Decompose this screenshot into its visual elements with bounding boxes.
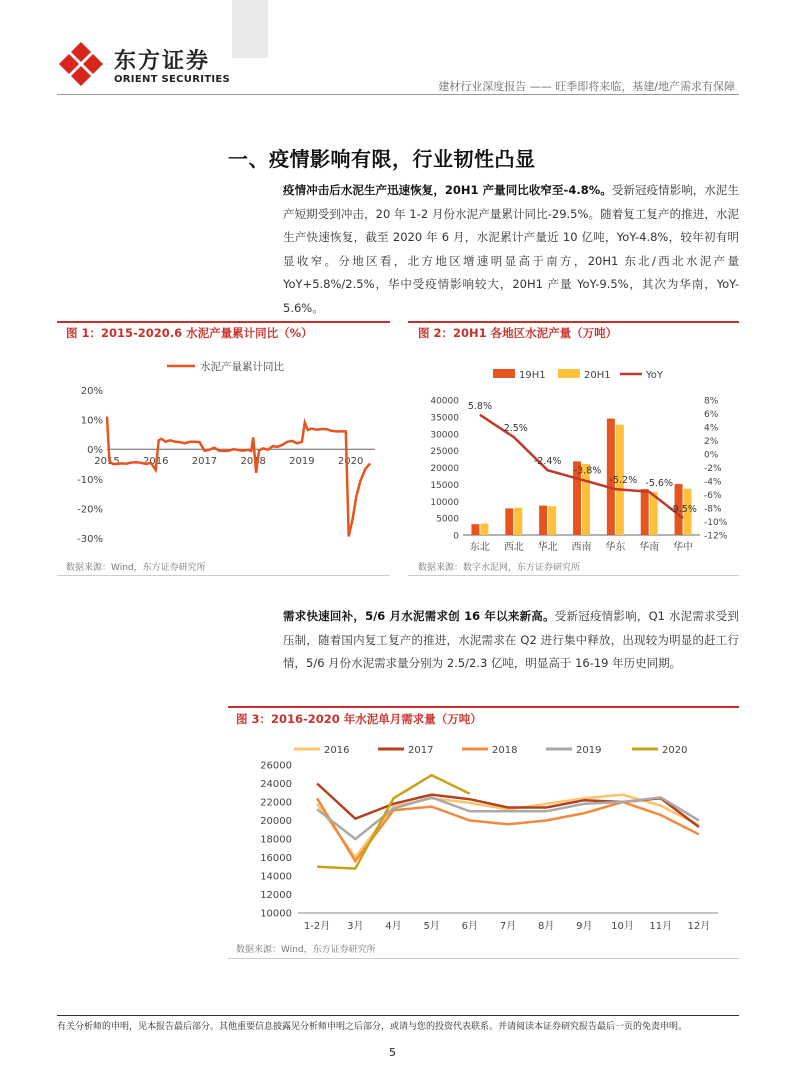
fig3-x-tick: 4月: [385, 921, 402, 932]
fig3-top-rule: [228, 706, 739, 708]
fig1-source: 数据来源：Wind，东方证券研究所: [66, 563, 206, 573]
fig2-category-label: 华东: [605, 542, 626, 553]
fig3-x-tick: 9月: [576, 921, 593, 932]
fig2-right-tick: -10%: [704, 518, 728, 528]
fig1-y-tick: 20%: [80, 386, 103, 397]
fig3-x-tick: 10月: [611, 921, 634, 932]
fig2-left-tick: 35000: [430, 413, 459, 424]
header-grey-block: [232, 0, 268, 58]
fig1-y-tick: -10%: [77, 474, 103, 486]
fig3-y-tick: 16000: [260, 853, 292, 864]
fig2-right-tick: 4%: [704, 423, 719, 434]
footer-divider: [57, 1015, 739, 1016]
fig3-chart: [228, 735, 739, 940]
fig2-right-tick: 2%: [704, 437, 719, 447]
fig2-bottom-rule: [408, 575, 739, 576]
fig3-y-tick: 24000: [260, 779, 292, 790]
fig1-y-tick: 10%: [80, 415, 103, 427]
fig2-left-tick: 30000: [430, 430, 459, 441]
fig1-top-rule: [57, 321, 390, 323]
fig1-title: 图 1：2015-2020.6 水泥产量累计同比（%）: [66, 326, 313, 340]
fig2-right-tick: -6%: [704, 491, 722, 501]
paragraph-body: 受新冠疫情影响，Q1 水泥需求受到压制，随着国内复工复产的推进，水泥需求在 Q2 进行集中释放，出现较为明显的赶工行情，5/6 月份水泥需求量分别为 2.5/2.3 亿吨，明显高于 16-19 年历史同期。: [283, 609, 739, 670]
fig2-bar-19H1: [471, 524, 479, 535]
fig3-x-tick: 8月: [537, 921, 555, 932]
fig2-right-tick: 8%: [704, 396, 719, 407]
fig3-y-tick: 20000: [260, 816, 292, 827]
fig1-legend-label: 水泥产量累计同比: [200, 361, 284, 373]
fig2-category-label: 西南: [571, 542, 592, 553]
fig2-legend-label: 19H1: [519, 370, 546, 381]
fig2-top-rule: [408, 321, 739, 323]
fig2-bar-19H1: [539, 506, 547, 535]
fig2-yoy-label: 2.5%: [503, 423, 528, 435]
fig2-category-label: 东北: [469, 542, 490, 553]
fig2-yoy-label: -3.8%: [573, 465, 602, 477]
fig2-legend-label: YoY: [646, 370, 664, 381]
fig1-y-tick: 0%: [87, 445, 103, 457]
fig2-legend-swatch: [493, 369, 515, 378]
fig3-y-tick: 26000: [260, 760, 292, 772]
brand-name-cn: 东方证券: [114, 49, 211, 74]
paragraph-demand: [283, 605, 739, 676]
footer-disclaimer: 有关分析师的申明，见本报告最后部分。其他重要信息披露见分析师申明之后部分，或请与您的投资代表联系。并请阅读本证券研究报告最后一页的免责申明。: [57, 1022, 688, 1032]
fig3-series-2017: [317, 784, 699, 828]
fig3-x-tick: 6月: [461, 921, 479, 932]
fig3-x-tick: 11月: [649, 921, 673, 932]
fig2-bar-19H1: [641, 489, 649, 535]
fig2-bar-20H1: [548, 506, 556, 535]
fig1-y-tick: -20%: [77, 504, 103, 516]
fig3-x-tick: 7月: [499, 921, 517, 932]
fig3-y-tick: 22000: [260, 797, 292, 809]
fig2-right-tick: -8%: [704, 504, 722, 515]
fig2-category-label: 西北: [503, 542, 524, 553]
fig2-legend-swatch: [558, 369, 580, 378]
header-divider: [57, 94, 739, 95]
fig1-chart: [57, 348, 390, 558]
fig2-yoy-label: 5.8%: [467, 400, 492, 412]
fig1-legend: [167, 360, 284, 373]
fig2-left-tick: 25000: [430, 447, 459, 458]
fig3-series-2020: [317, 775, 470, 868]
fig2-yoy-label: -9.5%: [669, 504, 697, 516]
paragraph-body: 受新冠疫情影响，水泥生产短期受到冲击，20 年 1-2 月份水泥产量累计同比-29.5%。随着复工复产的推进，水泥生产快速恢复，截至 2020 年 6 月，水泥累计产量近 10 亿吨，YoY-4.8%，较年初有明显收窄。分地区看，北方地区增速明显高于南方，20H1 东北/西北水泥产量 YoY+5.8%/2.5%，华中受疫情影响较大，20H1 产量 YoY-9.5%，其次为华南，YoY-5.6%。: [283, 183, 739, 315]
fig3-source: 数据来源：Wind，东方证券研究所: [236, 945, 376, 955]
fig1-y-tick: -30%: [77, 534, 103, 545]
fig3-legend-label: 2020: [662, 745, 688, 756]
fig3-legend-label: 2017: [408, 745, 434, 756]
fig3-bottom-rule: [228, 958, 739, 959]
fig2-legend-label: 20H1: [584, 370, 611, 381]
fig1-x-tick: 2018: [240, 456, 266, 468]
fig3-x-tick: 12月: [687, 921, 711, 932]
fig2-right-tick: 6%: [704, 410, 719, 420]
fig2-category-label: 华南: [639, 542, 660, 553]
fig1-bottom-rule: [57, 575, 390, 576]
fig2-bar-20H1: [514, 508, 522, 535]
fig2-yoy-label: -5.6%: [645, 477, 674, 489]
fig2-category-label: 华中: [673, 542, 694, 553]
fig3-y-tick: 10000: [260, 908, 292, 920]
fig1-x-tick: 2017: [191, 456, 218, 468]
fig3-y-tick: 12000: [260, 890, 292, 901]
fig3-legend-label: 2016: [324, 745, 350, 756]
fig2-bar-20H1: [480, 524, 488, 535]
fig2-source: 数据来源：数字水泥网，东方证券研究所: [418, 563, 581, 573]
fig2-bar-19H1: [505, 508, 513, 535]
fig3-series-2016: [317, 795, 699, 858]
company-logo-icon: [57, 40, 105, 88]
section-heading: 一、疫情影响有限，行业韧性凸显: [228, 147, 536, 171]
fig2-left-tick: 15000: [430, 480, 459, 491]
brand-name-en: ORIENT SECURITIES: [114, 74, 231, 85]
fig3-title: 图 3：2016-2020 年水泥单月需求量（万吨）: [236, 712, 482, 726]
fig3-y-tick: 18000: [260, 834, 292, 846]
fig3-y-tick: 14000: [260, 871, 292, 883]
fig3-x-tick: 3月: [347, 921, 364, 932]
fig2-yoy-label: -2.4%: [533, 456, 562, 468]
paragraph-lead: 疫情冲击后水泥生产迅速恢复，20H1 产量同比收窄至-4.8%。: [283, 183, 612, 197]
fig2-right-tick: -4%: [704, 477, 722, 488]
fig2-left-tick: 20000: [430, 464, 459, 474]
fig2-title: 图 2：20H1 各地区水泥产量（万吨）: [418, 326, 618, 340]
fig2-yoy-label: -5.2%: [609, 475, 638, 487]
report-title-line: 建材行业深度报告 —— 旺季即将来临，基建/地产需求有保障: [438, 80, 735, 93]
fig3-legend-label: 2018: [492, 745, 518, 756]
fig2-right-tick: -12%: [704, 531, 728, 542]
fig1-x-tick: 2016: [143, 456, 169, 468]
fig2-category-label: 华北: [537, 542, 558, 553]
fig3-legend-label: 2019: [576, 745, 602, 756]
paragraph-lead: 需求快速回补，5/6 月水泥需求创 16 年以来新高。: [283, 609, 555, 623]
fig1-x-tick: 2019: [289, 456, 315, 468]
fig2-left-tick: 5000: [436, 514, 459, 525]
fig2-left-tick: 40000: [430, 396, 459, 407]
fig1-x-tick: 2020: [337, 456, 364, 468]
fig2-left-tick: 10000: [430, 497, 459, 508]
fig3-x-tick: 5月: [423, 921, 440, 932]
fig2-chart: [408, 360, 739, 560]
page-number: 5: [389, 1046, 396, 1059]
fig2-right-tick: -2%: [704, 464, 722, 474]
paragraph-production: [283, 179, 739, 320]
fig1-series-line: [107, 417, 370, 537]
fig1-x-tick: 2015: [94, 456, 120, 468]
fig3-x-tick: 1-2月: [303, 921, 331, 932]
fig2-right-tick: 0%: [704, 450, 719, 461]
fig2-left-tick: 0: [453, 531, 459, 542]
